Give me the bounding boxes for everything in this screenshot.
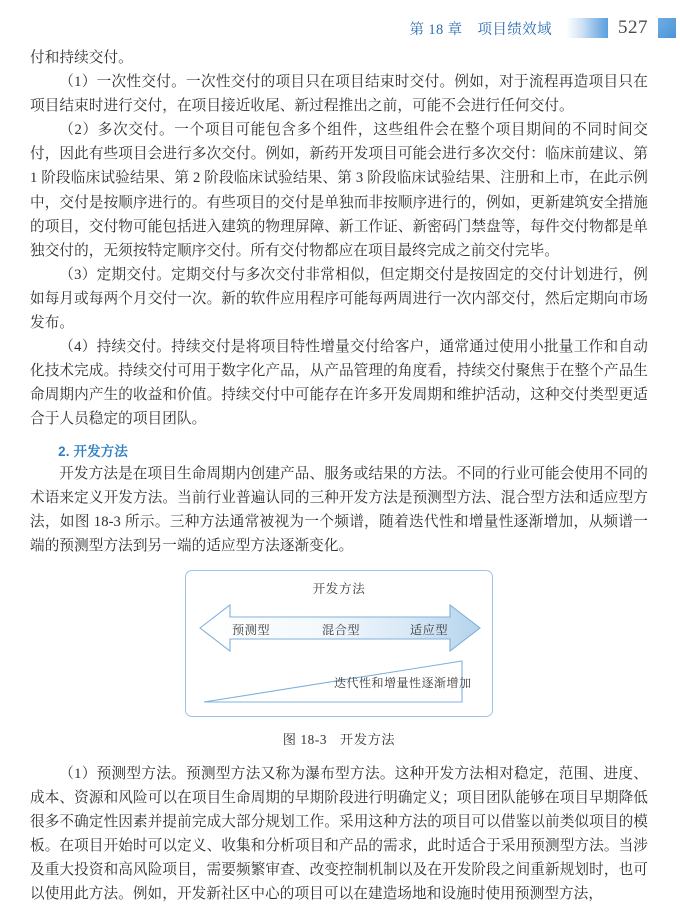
figure-label-increasing-iteration: 迭代性和增量性逐渐增加 — [334, 675, 472, 690]
figure-label-adaptive: 适应型 — [410, 622, 449, 637]
header-chapter-title: 第 18 章 项目绩效域 — [409, 21, 552, 38]
paragraph-continuous-delivery: （4）持续交付。持续交付是将项目特性增量交付给客户，通常通过使用小批量工作和自动化技术完成。持续交付可用于数字化产品，从产品管理的角度看，持续交付聚焦于在整个产品生命周期内产生的收益和价值。持续交付中可能存在许多开发周期和维护活动，这种交付类型更适合于人员稳定的项目团队。 — [30, 339, 648, 428]
figure-label-predictive: 预测型 — [232, 622, 271, 637]
page-content — [0, 46, 680, 906]
page-header — [0, 0, 680, 46]
page-number: 527 — [618, 17, 648, 38]
header-accent-square — [658, 18, 676, 38]
figure-inner-title: 开发方法 — [312, 581, 366, 596]
figure-label-hybrid: 混合型 — [322, 622, 361, 637]
figure-caption — [283, 729, 395, 748]
figure-diagram-box — [185, 570, 493, 717]
figure-caption-text: 开发方法 — [340, 731, 396, 747]
paragraph-multiple-delivery: （2）多次交付。一个项目可能包含多个组件，这些组件会在整个项目期间的不同时间交付，因此有些项目会进行多次交付。例如，新药开发项目可能会进行多次交付：临床前建议、第 1 阶段临床试验结果、第 2 阶段临床试验结果、第 3 阶段临床试验结果、注册和上市，在此示例中，交付是按顺序进行的。有些项目的交付是单独而非按顺序进行的，例如，更新建筑安全措施的项目，交付物可能包括进入建筑的物理屏障、新工作证、新密码门禁盘等，每件交付物都是单独交付的，无须按特定顺序交付。所有交付物都应在项目最终完成之前交付完毕。 — [30, 122, 648, 259]
figure-caption-label: 图 18-3 — [282, 731, 328, 747]
paragraph-single-delivery: （1）一次性交付。一次性交付的项目只在项目结束时交付。例如，对于流程再造项目只在项目结束时进行交付，在项目接近收尾、新过程推出之前，可能不会进行任何交付。 — [30, 74, 648, 115]
paragraph-intro: 付和持续交付。 — [30, 50, 133, 66]
figure-18-3 — [30, 570, 648, 748]
paragraph-predictive-method: （1）预测型方法。预测型方法又称为瀑布型方法。这种开发方法相对稳定，范围、进度、成本、资源和风险可以在项目生命周期的早期阶段进行明确定义；项目团队能够在项目早期降低很多不确定性因素并提前完成大部分规划工作。采用这种方法的项目可以借鉴以前类似项目的模板。在项目开始时可以定义、收集和分析项目和产品的需求，此时适合于采用预测型方法。当涉及重大投资和高风险项目，需要频繁审查、改变控制机制以及在开发阶段之间重新规划时，也可以使用此方法。例如，开发新社区中心的项目可以在建造场地和设施时使用预测型方法， — [30, 765, 648, 903]
header-row — [0, 16, 680, 40]
section-heading-development-methods: 2. 开发方法 — [58, 443, 128, 459]
paragraph-periodic-delivery: （3）定期交付。定期交付与多次交付非常相似，但定期交付是按固定的交付计划进行，例如每月或每两个月交付一次。新的软件应用程序可能每两周进行一次内部交付，然后定期向市场发布。 — [30, 266, 648, 332]
header-gradient-bar — [566, 18, 608, 38]
paragraph-dev-methods-intro: 开发方法是在项目生命周期内创建产品、服务或结果的方法。不同的行业可能会使用不同的术语来定义开发方法。当前行业普遍认同的三种开发方法是预测型方法、混合型方法和适应型方法，如图 18-3 所示。三种方法通常被视为一个频谱，随着迭代性和增量性逐渐增加，从频谱一端的预测型方法到另一端的适应型方法逐渐变化。 — [30, 465, 648, 554]
